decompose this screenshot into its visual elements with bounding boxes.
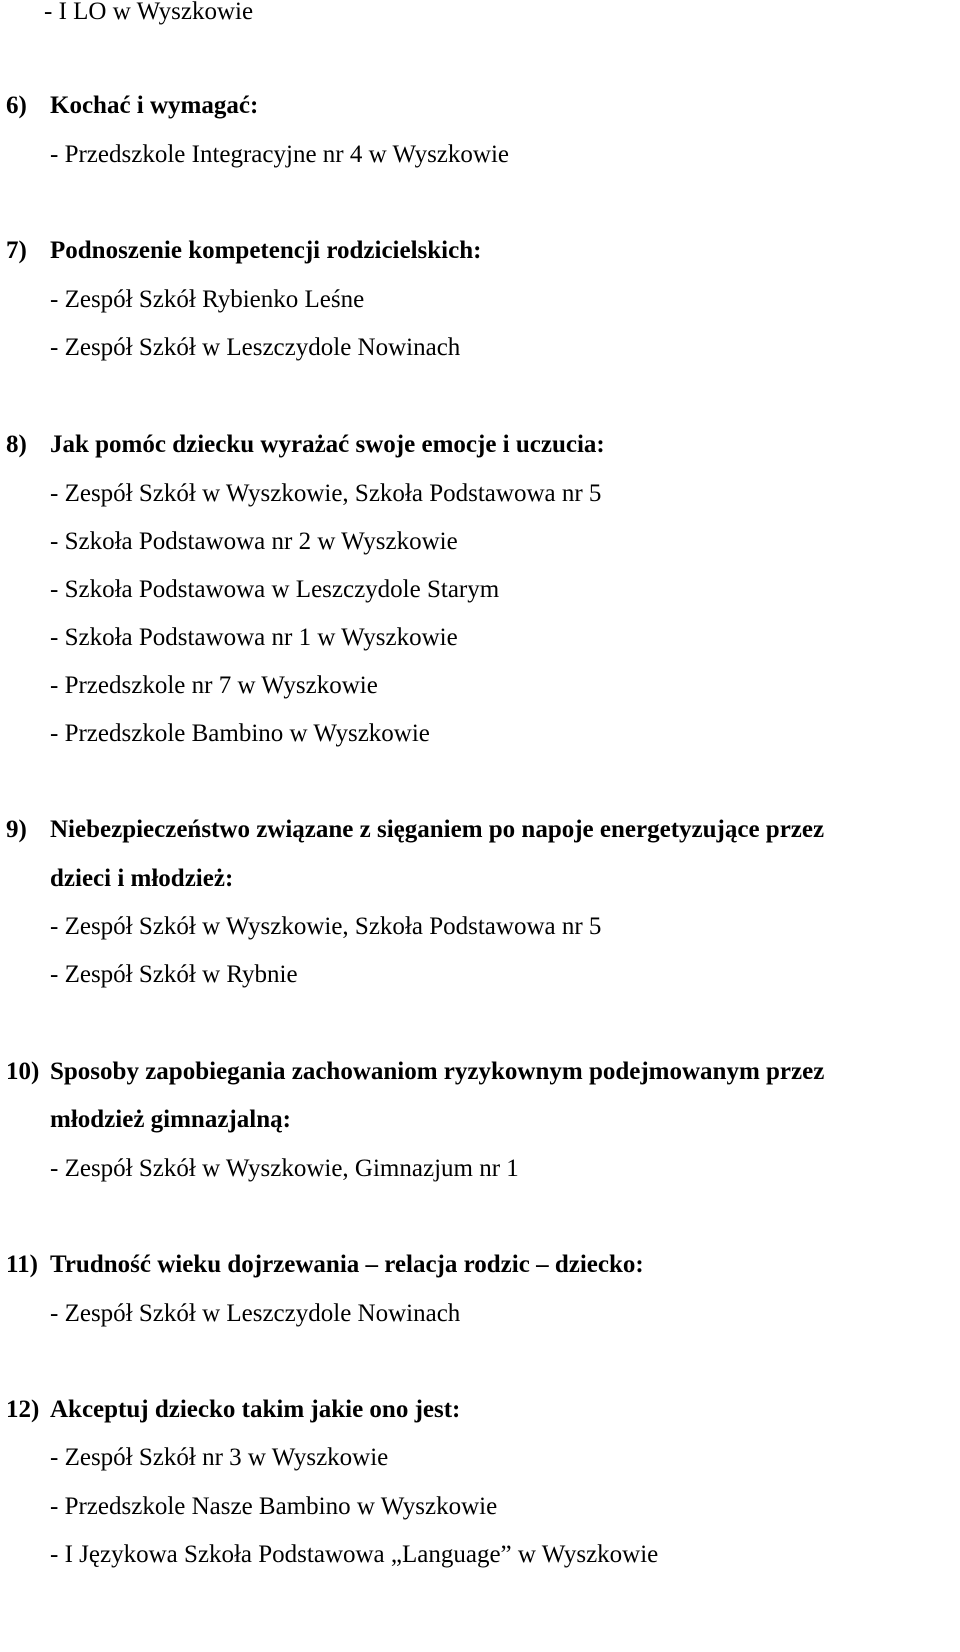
list-item: - Zespół Szkół nr 3 w Wyszkowie <box>50 1444 389 1471</box>
list-item: - Szkoła Podstawowa nr 1 w Wyszkowie <box>50 624 458 651</box>
list-item: - Szkoła Podstawowa w Leszczydole Starym <box>50 576 500 603</box>
section-title: Trudność wieku dojrzewania – relacja rodzic – dziecko: <box>50 1251 644 1278</box>
top-line: - I LO w Wyszkowie <box>44 0 254 25</box>
section-number: 7) <box>6 237 27 264</box>
section-title: Podnoszenie kompetencji rodzicielskich: <box>50 237 482 264</box>
section-title: Kochać i wymagać: <box>50 92 259 119</box>
list-item: - Przedszkole Nasze Bambino w Wyszkowie <box>50 1493 498 1520</box>
section-number: 10) <box>6 1058 40 1085</box>
section-title: Jak pomóc dziecku wyrażać swoje emocje i uczucia: <box>50 431 605 458</box>
section-title-continued: dzieci i młodzież: <box>50 865 234 892</box>
section-number: 11) <box>6 1251 38 1278</box>
section-title: Sposoby zapobiegania zachowaniom ryzykownym podejmowanym przez <box>50 1058 825 1085</box>
section-title: Akceptuj dziecko takim jakie ono jest: <box>50 1396 461 1423</box>
list-item: - Przedszkole nr 7 w Wyszkowie <box>50 672 378 699</box>
section-title: Niebezpieczeństwo związane z sięganiem po napoje energetyzujące przez <box>50 816 825 843</box>
list-item: - I Językowa Szkoła Podstawowa „Language” w Wyszkowie <box>50 1541 659 1568</box>
list-item: - Zespół Szkół w Wyszkowie, Szkoła Podstawowa nr 5 <box>50 480 602 507</box>
section-title-continued: młodzież gimnazjalną: <box>50 1106 291 1133</box>
list-item: - Zespół Szkół w Leszczydole Nowinach <box>50 1300 461 1327</box>
list-item: - Zespół Szkół w Wyszkowie, Gimnazjum nr 1 <box>50 1155 519 1182</box>
section-number: 8) <box>6 431 27 458</box>
section-number: 12) <box>6 1396 40 1423</box>
list-item: - Przedszkole Integracyjne nr 4 w Wyszkowie <box>50 141 509 168</box>
list-item: - Zespół Szkół w Leszczydole Nowinach <box>50 334 461 361</box>
list-item: - Szkoła Podstawowa nr 2 w Wyszkowie <box>50 528 458 555</box>
list-item: - Zespół Szkół w Rybnie <box>50 961 298 988</box>
list-item: - Zespół Szkół Rybienko Leśne <box>50 286 365 313</box>
list-item: - Zespół Szkół w Wyszkowie, Szkoła Podstawowa nr 5 <box>50 913 602 940</box>
section-number: 9) <box>6 816 27 843</box>
list-item: - Przedszkole Bambino w Wyszkowie <box>50 720 430 747</box>
section-number: 6) <box>6 92 27 119</box>
